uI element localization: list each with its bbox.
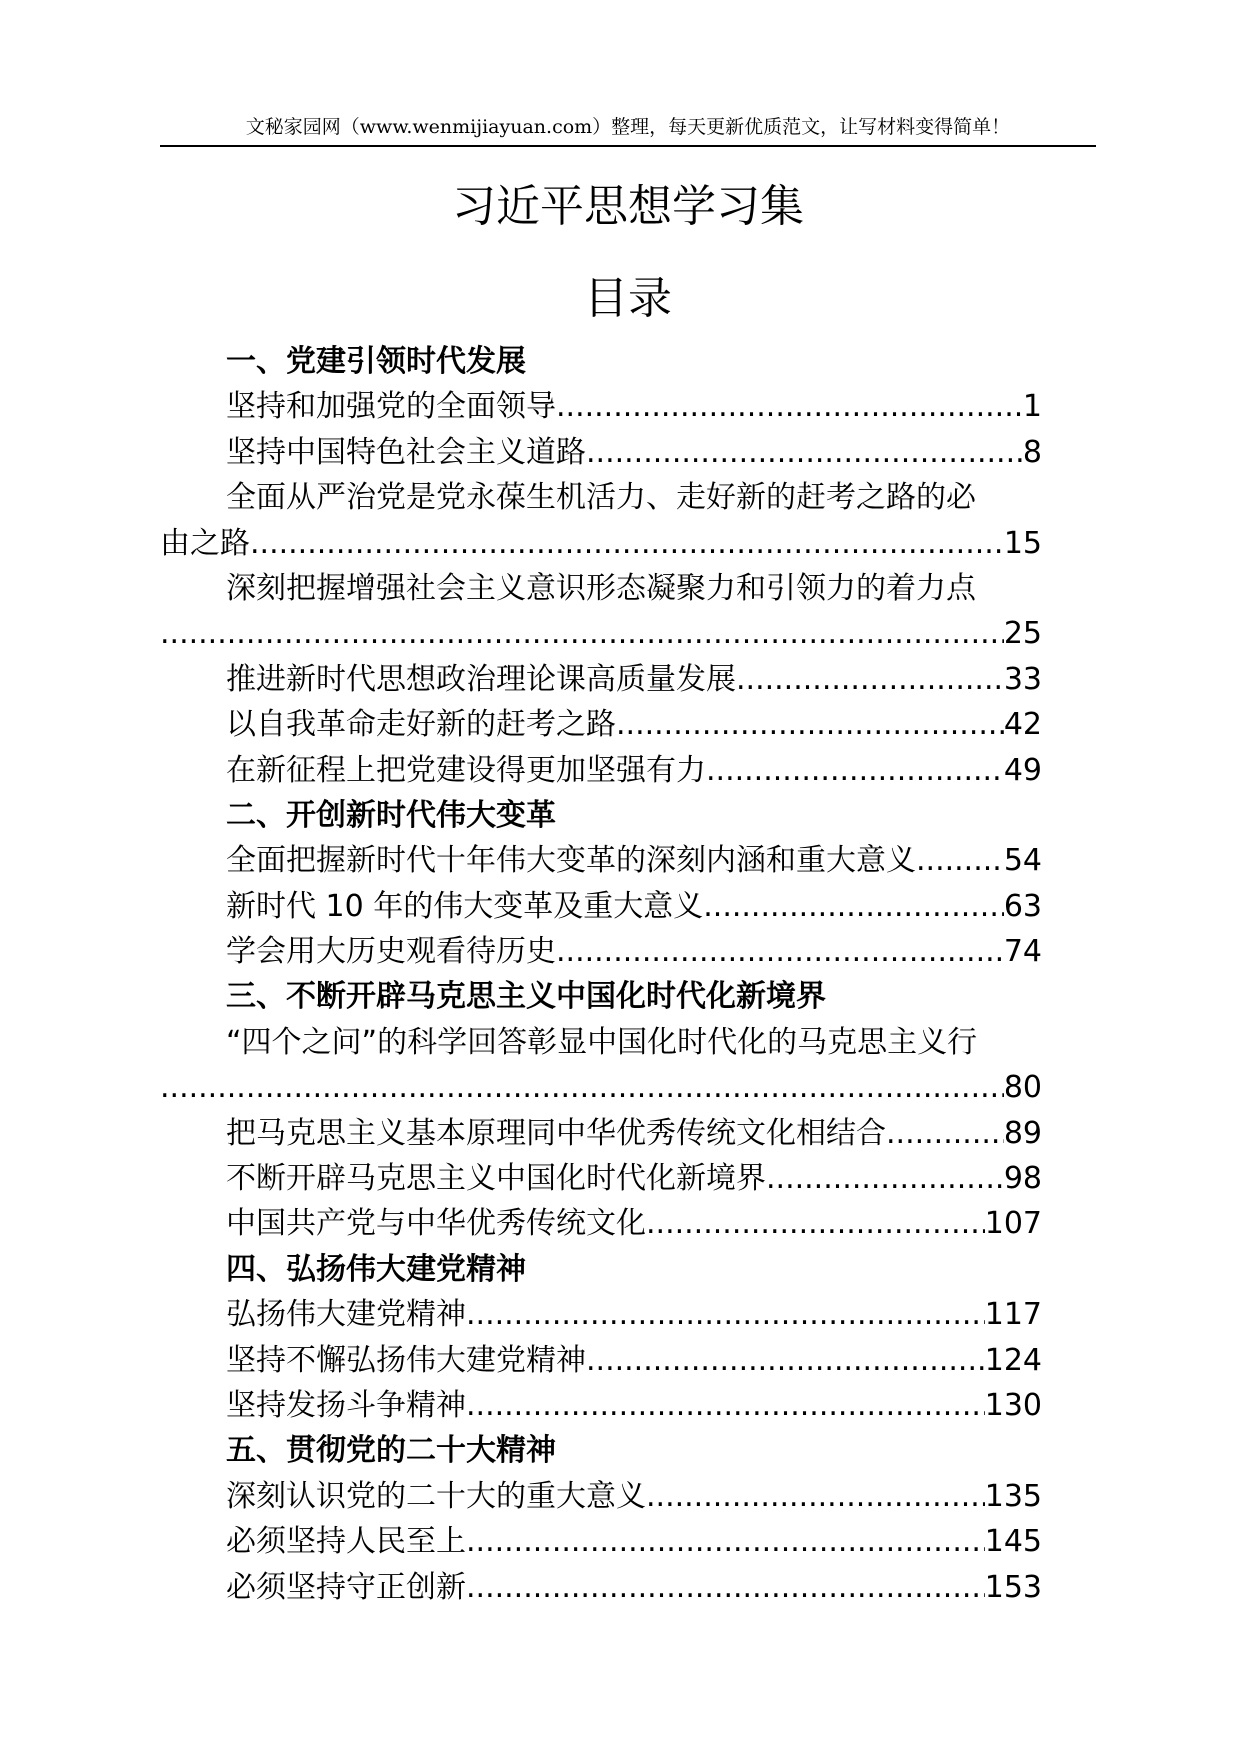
toc-leader-dots xyxy=(250,521,1004,566)
toc-entry[interactable]: 深刻把握增强社会主义意识形态凝聚力和引领力的着力点 xyxy=(226,570,976,606)
toc-entry[interactable] xyxy=(160,1474,1042,1519)
toc-heading: 目录 xyxy=(584,273,672,324)
toc-entry-page: 89 xyxy=(1003,1115,1042,1151)
toc-section: 四、弘扬伟大建党精神 xyxy=(226,1251,526,1287)
toc-entry[interactable] xyxy=(160,702,1042,747)
toc-leader-dots xyxy=(586,430,1023,475)
toc-entry[interactable] xyxy=(160,657,1042,702)
toc-entry-title: 把马克思主义基本原理同中华优秀传统文化相结合 xyxy=(226,1115,886,1151)
toc-entry-title: 坚持和加强党的全面领导 xyxy=(226,389,556,425)
toc-leader-dots xyxy=(466,1519,985,1564)
toc-entry[interactable] xyxy=(160,1156,1042,1201)
toc-leader-dots xyxy=(556,929,1004,974)
toc-entry-title: 中国共产党与中华优秀传统文化 xyxy=(226,1206,646,1242)
toc-entry-title: 推进新时代思想政治理论课高质量发展 xyxy=(226,661,736,697)
table-of-contents xyxy=(160,339,1096,1610)
toc-entry-title: 在新征程上把党建设得更加坚强有力 xyxy=(226,752,706,788)
toc-entry[interactable]: 全面从严治党是党永葆生机活力、走好新的赶考之路的必 xyxy=(226,480,976,516)
toc-entry-page: 98 xyxy=(1003,1161,1042,1197)
toc-leader-dots xyxy=(916,838,1004,883)
toc-entry-page: 63 xyxy=(1003,888,1042,924)
toc-entry[interactable] xyxy=(160,1519,1042,1564)
toc-entry-page: 25 xyxy=(1003,616,1042,652)
toc-entry-title: 弘扬伟大建党精神 xyxy=(226,1297,466,1333)
toc-entry-page: 153 xyxy=(984,1569,1042,1605)
toc-leader-dots xyxy=(766,1156,1004,1201)
toc-leader-dots xyxy=(616,702,1004,747)
toc-entry-title: 必须坚持守正创新 xyxy=(226,1569,466,1605)
toc-section: 一、党建引领时代发展 xyxy=(226,344,526,379)
toc-entry-page: 8 xyxy=(1022,434,1042,470)
toc-entry[interactable] xyxy=(160,1565,1042,1610)
toc-entry-page: 135 xyxy=(984,1478,1042,1514)
toc-entry-page: 49 xyxy=(1003,752,1042,788)
toc-entry-title: 全面把握新时代十年伟大变革的深刻内涵和重大意义 xyxy=(226,843,916,879)
toc-leader-dots xyxy=(736,657,1004,702)
toc-entry-page: 15 xyxy=(1003,525,1042,561)
toc-entry[interactable] xyxy=(160,430,1042,475)
toc-entry-title: 以自我革命走好新的赶考之路 xyxy=(226,707,616,743)
toc-entry-title: 坚持发扬斗争精神 xyxy=(226,1387,466,1423)
toc-entry[interactable] xyxy=(160,1292,1042,1337)
toc-entry-page: 130 xyxy=(984,1387,1042,1423)
toc-entry-title: 新时代 10 年的伟大变革及重大意义 xyxy=(226,888,704,924)
toc-entry[interactable] xyxy=(160,884,1042,929)
toc-entry-page: 42 xyxy=(1003,707,1042,743)
toc-entry-continuation[interactable] xyxy=(160,1065,1042,1110)
toc-leader-dots xyxy=(466,1565,985,1610)
toc-entry[interactable] xyxy=(160,748,1042,793)
header-divider xyxy=(160,145,1096,147)
toc-entry-page: 80 xyxy=(1003,1070,1042,1106)
toc-entry-page: 107 xyxy=(984,1206,1042,1242)
toc-entry-title: 不断开辟马克思主义中国化时代化新境界 xyxy=(226,1161,766,1197)
toc-entry-title: 深刻认识党的二十大的重大意义 xyxy=(226,1478,646,1514)
toc-entry-title: 学会用大历史观看待历史 xyxy=(226,934,556,970)
toc-entry[interactable] xyxy=(160,929,1042,974)
toc-entry-title: 必须坚持人民至上 xyxy=(226,1524,466,1560)
toc-section: 二、开创新时代伟大变革 xyxy=(226,797,556,833)
toc-leader-dots xyxy=(160,1065,1004,1110)
document-title: 习近平思想学习集 xyxy=(452,181,804,232)
toc-leader-dots xyxy=(646,1474,985,1519)
toc-leader-dots xyxy=(886,1111,1004,1156)
toc-entry-title: 坚持不懈弘扬伟大建党精神 xyxy=(226,1342,586,1378)
toc-entry-page: 1 xyxy=(1022,389,1042,425)
toc-entry[interactable] xyxy=(160,1111,1042,1156)
toc-entry[interactable]: “四个之问”的科学回答彰显中国化时代化的马克思主义行 xyxy=(226,1024,978,1060)
toc-leader-dots xyxy=(466,1292,985,1337)
toc-section: 三、不断开辟马克思主义中国化时代化新境界 xyxy=(226,979,826,1015)
toc-entry-continuation[interactable] xyxy=(160,611,1042,656)
toc-leader-dots xyxy=(556,384,1023,429)
toc-entry-page: 74 xyxy=(1003,934,1042,970)
toc-entry-page: 33 xyxy=(1003,661,1042,697)
toc-entry[interactable] xyxy=(160,384,1042,429)
toc-leader-dots xyxy=(646,1201,985,1246)
toc-entry-title: 由之路 xyxy=(160,525,250,561)
toc-leader-dots xyxy=(466,1383,985,1428)
page-header: 文秘家园网（www.wenmijiayuan.com）整理，每天更新优质范文，让写材料变得简单！ xyxy=(245,116,1011,138)
toc-entry-page: 54 xyxy=(1003,843,1042,879)
toc-leader-dots xyxy=(160,611,1004,656)
toc-entry-page: 145 xyxy=(984,1524,1042,1560)
toc-leader-dots xyxy=(586,1338,985,1383)
toc-entry-title: 坚持中国特色社会主义道路 xyxy=(226,434,586,470)
toc-entry-continuation[interactable] xyxy=(160,521,1042,566)
toc-leader-dots xyxy=(706,748,1004,793)
toc-entry[interactable] xyxy=(160,1201,1042,1246)
toc-leader-dots xyxy=(703,884,1004,929)
toc-section: 五、贯彻党的二十大精神 xyxy=(226,1433,556,1469)
toc-entry[interactable] xyxy=(160,1338,1042,1383)
toc-entry[interactable] xyxy=(160,1383,1042,1428)
toc-entry-page: 124 xyxy=(984,1342,1042,1378)
toc-entry[interactable] xyxy=(160,838,1042,883)
toc-entry-page: 117 xyxy=(984,1297,1042,1333)
